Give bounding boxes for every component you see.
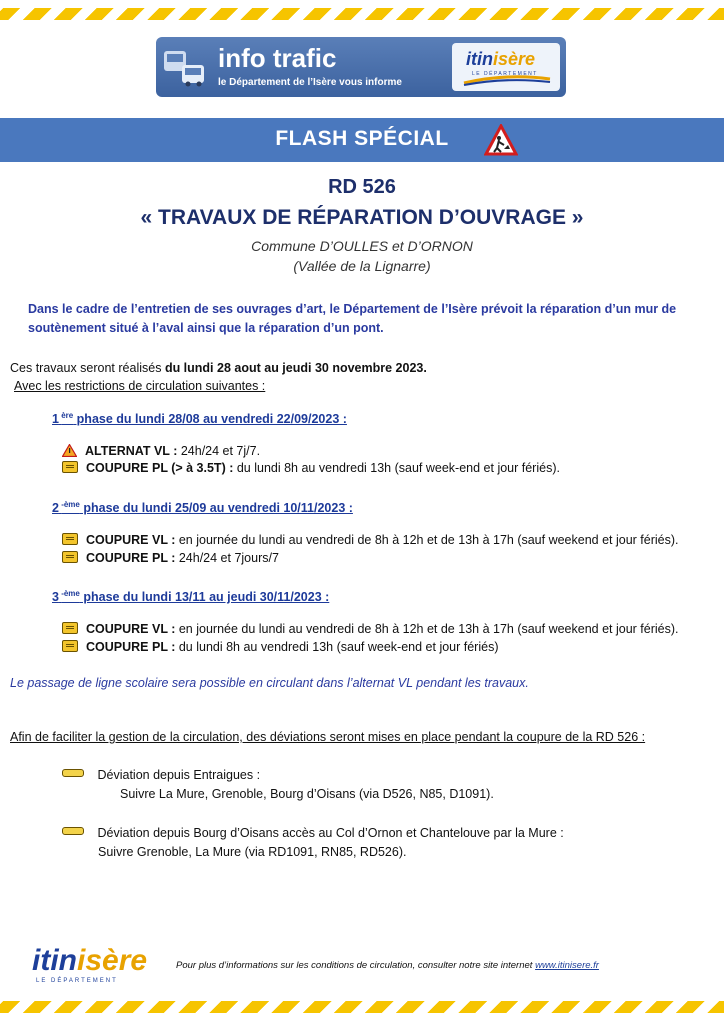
phase-3-item-2: COUPURE PL : du lundi 8h au vendredi 13h (sauf week-end et jour fériés) <box>62 639 499 655</box>
deviation-sign-icon <box>62 827 84 835</box>
hazard-stripe-bottom <box>0 1001 724 1013</box>
road-closed-sign-icon <box>62 551 78 563</box>
itinisere-logo: itinisère LE DÉPARTEMENT <box>452 43 560 91</box>
restrictions-heading: Avec les restrictions de circulation suivantes : <box>14 379 266 393</box>
deviation-intro: Afin de faciliter la gestion de la circulation, des déviations seront mises en place pendant la coupure de la RD 526 : <box>10 730 646 744</box>
deviation-sign-icon <box>62 769 84 777</box>
trucks-icon <box>162 45 212 89</box>
itinisere-footer-logo: itinisère LE DÉPARTEMENT <box>32 944 148 984</box>
school-bus-note: Le passage de ligne scolaire sera possible en circulant dans l’alternat VL pendant les travaux. <box>10 676 529 690</box>
valley-line: (Vallée de la Lignarre) <box>293 258 431 274</box>
road-closed-sign-icon <box>62 533 78 545</box>
phase-1-item-1: ALTERNAT VL : 24h/24 et 7j/7. <box>62 443 260 459</box>
banner-title: info trafic <box>218 43 337 73</box>
commune-line: Commune D’OULLES et D’ORNON <box>251 238 473 254</box>
roadwork-sign-icon <box>484 124 518 156</box>
road-closed-sign-icon <box>62 461 78 473</box>
deviation-2-title: Déviation depuis Bourg d’Oisans accès au Col d’Ornon et Chantelouve par la Mure : <box>62 825 564 841</box>
deviation-2-route: Suivre Grenoble, La Mure (via RD1091, RN85, RD526). <box>98 845 407 859</box>
website-link[interactable]: www.itinisere.fr <box>535 960 599 971</box>
warning-triangle-icon <box>62 444 77 457</box>
road-number: RD 526 <box>328 176 396 198</box>
banner-subtitle: le Département de l’Isère vous informe <box>218 77 402 88</box>
footer-info: Pour plus d’informations sur les conditions de circulation, consulter notre site internet www.itinisere.fr <box>176 960 599 971</box>
deviation-1-title: Déviation depuis Entraigues : <box>62 767 260 783</box>
hazard-stripe-top <box>0 8 724 20</box>
flash-label: FLASH SPÉCIAL <box>275 127 449 150</box>
phase-3-item-1: COUPURE VL : en journée du lundi au vendredi de 8h à 12h et de 13h à 17h (sauf weekend et jour fériés). <box>62 621 679 637</box>
works-title: « TRAVAUX DE RÉPARATION D’OUVRAGE » <box>140 206 584 229</box>
phase-2-heading: 2 $^{-ème}$ phase du lundi 25/09 au vendredi 10/11/2023 : <box>52 500 353 516</box>
road-closed-sign-icon <box>62 640 78 652</box>
road-closed-sign-icon <box>62 622 78 634</box>
phase-1-heading: 1 $^{ère}$ phase du lundi 28/08 au vendredi 22/09/2023 : <box>52 411 347 427</box>
phase-2-item-1: COUPURE VL : en journée du lundi au vendredi de 8h à 12h et de 13h à 17h (sauf weekend et jour fériés). <box>62 532 679 548</box>
phase-3-heading: 3 $^{-ème}$ phase du lundi 13/11 au jeudi 30/11/2023 : <box>52 589 330 605</box>
intro-paragraph: Dans le cadre de l’entretien de ses ouvrages d’art, le Département de l’Isère prévoit la réparation d’un mur de soutènement situé à l’aval ainsi que la réparation d’un pont. <box>28 302 677 335</box>
dates-line: Ces travaux seront réalisés du lundi 28 aout au jeudi 30 novembre 2023. <box>10 361 427 375</box>
phase-2-item-2: COUPURE PL : 24h/24 et 7jours/7 <box>62 550 279 566</box>
phase-1-item-2: COUPURE PL (> à 3.5T) : du lundi 8h au vendredi 13h (sauf week-end et jour fériés). <box>62 460 560 476</box>
info-trafic-banner <box>156 37 566 97</box>
flash-special-bar <box>0 118 724 162</box>
deviation-1-route: Suivre La Mure, Grenoble, Bourg d’Oisans (via D526, N85, D1091). <box>120 787 494 801</box>
